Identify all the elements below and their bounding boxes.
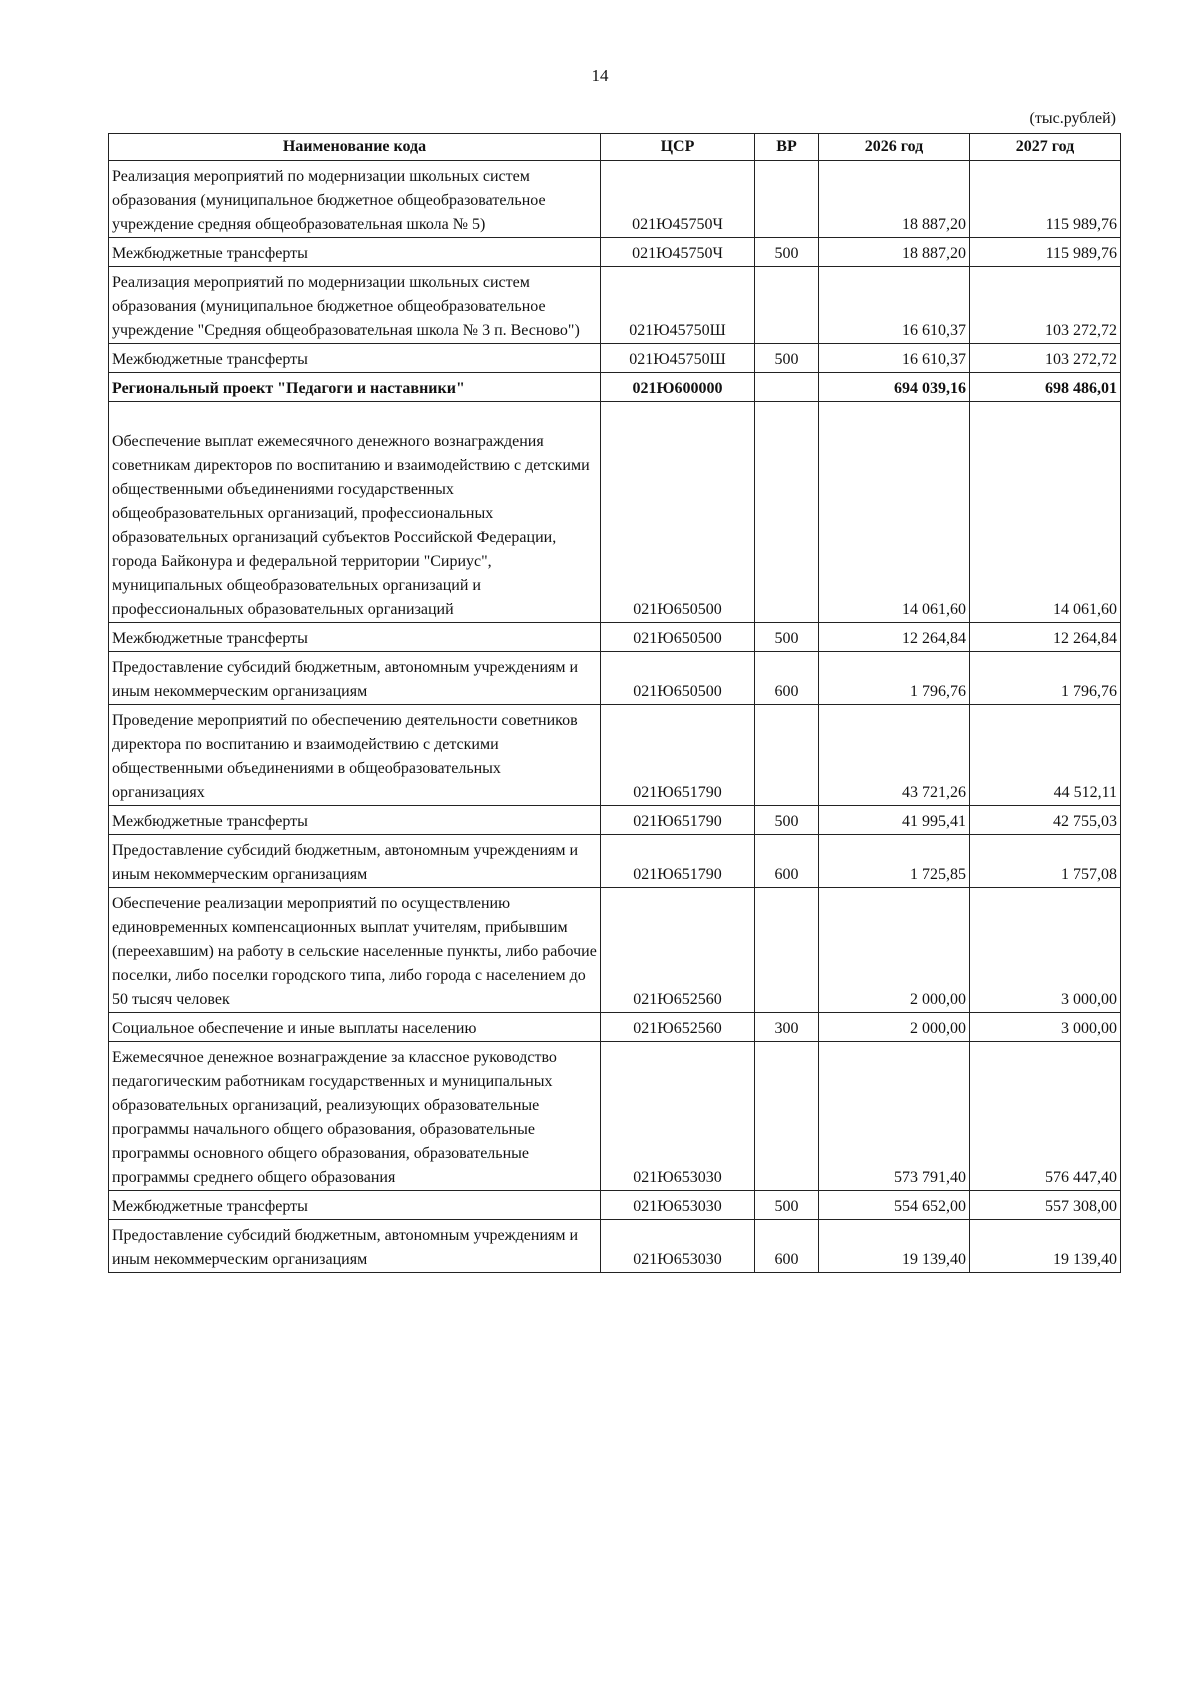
row-2026: 16 610,37	[819, 344, 970, 373]
row-2027: 557 308,00	[970, 1191, 1121, 1220]
header-2027: 2027 год	[970, 134, 1121, 161]
row-2027: 1 757,08	[970, 835, 1121, 888]
table-body	[109, 161, 1121, 1273]
row-2026: 2 000,00	[819, 888, 970, 1013]
header-2026: 2026 год	[819, 134, 970, 161]
row-2027: 14 061,60	[970, 402, 1121, 623]
table-row	[109, 402, 1121, 623]
row-2026: 573 791,40	[819, 1042, 970, 1191]
row-vr: 600	[755, 1220, 819, 1273]
row-2026: 554 652,00	[819, 1191, 970, 1220]
row-2026: 14 061,60	[819, 402, 970, 623]
row-name: Межбюджетные трансферты	[109, 344, 601, 373]
row-name: Межбюджетные трансферты	[109, 238, 601, 267]
row-2026: 19 139,40	[819, 1220, 970, 1273]
header-csr: ЦСР	[601, 134, 755, 161]
row-2027: 44 512,11	[970, 705, 1121, 806]
row-name: Обеспечение выплат ежемесячного денежного вознаграждения советникам директоров по воспитанию и взаимодействию с детскими общественными объединениями государственных общеобразовательных организаций, профессиональных образовательных организаций субъектов Российской Федерации, города Байконура и федеральной территории "Сириус", муниципальных общеобразовательных организаций и профессиональных образовательных организаций	[109, 402, 601, 623]
page-number: 14	[591, 66, 609, 85]
row-2027: 115 989,76	[970, 161, 1121, 238]
table-row	[109, 161, 1121, 238]
row-name: Проведение мероприятий по обеспечению деятельности советников директора по воспитанию и взаимодействию с детскими общественными объединениями в общеобразовательных организациях	[109, 705, 601, 806]
table-row	[109, 1013, 1121, 1042]
row-2027: 576 447,40	[970, 1042, 1121, 1191]
table-header-row	[109, 134, 1121, 161]
row-vr: 500	[755, 623, 819, 652]
row-csr: 021Ю653030	[601, 1220, 755, 1273]
row-2027: 12 264,84	[970, 623, 1121, 652]
budget-table	[108, 133, 1121, 1273]
row-2027: 42 755,03	[970, 806, 1121, 835]
row-vr	[755, 888, 819, 1013]
row-csr: 021Ю651790	[601, 835, 755, 888]
table-row	[109, 652, 1121, 705]
table-row	[109, 1220, 1121, 1273]
row-2027: 103 272,72	[970, 344, 1121, 373]
row-name: Реализация мероприятий по модернизации школьных систем образования (муниципальное бюджетное общеобразовательное учреждение средняя общеобразовательная школа № 5)	[109, 161, 601, 238]
table-row	[109, 1191, 1121, 1220]
row-2027: 103 272,72	[970, 267, 1121, 344]
row-2027: 115 989,76	[970, 238, 1121, 267]
row-csr: 021Ю45750Ч	[601, 161, 755, 238]
row-2026: 18 887,20	[819, 238, 970, 267]
row-2026: 12 264,84	[819, 623, 970, 652]
row-vr	[755, 705, 819, 806]
table-row	[109, 835, 1121, 888]
row-csr: 021Ю45750Ш	[601, 267, 755, 344]
table-row	[109, 806, 1121, 835]
row-2027: 3 000,00	[970, 888, 1121, 1013]
row-name: Ежемесячное денежное вознаграждение за классное руководство педагогическим работникам государственных и муниципальных образовательных организаций, реализующих образовательные программы начального общего образования, образовательные программы основного общего образования, образовательные программы среднего общего образования	[109, 1042, 601, 1191]
table-row	[109, 373, 1121, 402]
row-vr: 300	[755, 1013, 819, 1042]
row-name: Межбюджетные трансферты	[109, 623, 601, 652]
table-row	[109, 1042, 1121, 1191]
row-vr: 500	[755, 344, 819, 373]
table-row	[109, 623, 1121, 652]
row-name: Предоставление субсидий бюджетным, автономным учреждениям и иным некоммерческим организациям	[109, 835, 601, 888]
row-2027: 19 139,40	[970, 1220, 1121, 1273]
row-name: Социальное обеспечение и иные выплаты населению	[109, 1013, 601, 1042]
row-2026: 2 000,00	[819, 1013, 970, 1042]
row-2026: 1 725,85	[819, 835, 970, 888]
row-name: Реализация мероприятий по модернизации школьных систем образования (муниципальное бюджетное общеобразовательное учреждение "Средняя общеобразовательная школа № 3 п. Весново")	[109, 267, 601, 344]
row-csr: 021Ю651790	[601, 705, 755, 806]
row-vr: 500	[755, 806, 819, 835]
row-name: Предоставление субсидий бюджетным, автономным учреждениям и иным некоммерческим организациям	[109, 652, 601, 705]
row-csr: 021Ю651790	[601, 806, 755, 835]
row-vr: 600	[755, 652, 819, 705]
row-csr: 021Ю650500	[601, 623, 755, 652]
row-2026: 41 995,41	[819, 806, 970, 835]
row-csr: 021Ю45750Ш	[601, 344, 755, 373]
row-2027: 1 796,76	[970, 652, 1121, 705]
row-csr: 021Ю600000	[601, 373, 755, 402]
header-name: Наименование кода	[109, 134, 601, 161]
table-row	[109, 344, 1121, 373]
row-vr	[755, 1042, 819, 1191]
row-vr	[755, 402, 819, 623]
table-row	[109, 238, 1121, 267]
row-name: Обеспечение реализации мероприятий по осуществлению единовременных компенсационных выплат учителям, прибывшим (переехавшим) на работу в сельские населенные пункты, либо рабочие поселки, либо поселки городского типа, либо города с населением до 50 тысяч человек	[109, 888, 601, 1013]
row-2026: 18 887,20	[819, 161, 970, 238]
row-csr: 021Ю45750Ч	[601, 238, 755, 267]
row-2026: 43 721,26	[819, 705, 970, 806]
header-vr: ВР	[755, 134, 819, 161]
row-csr: 021Ю652560	[601, 1013, 755, 1042]
row-2027: 3 000,00	[970, 1013, 1121, 1042]
row-2026: 1 796,76	[819, 652, 970, 705]
row-vr: 500	[755, 1191, 819, 1220]
unit-note: (тыс.рублей)	[1029, 110, 1116, 127]
row-csr: 021Ю653030	[601, 1191, 755, 1220]
row-vr	[755, 373, 819, 402]
table-row	[109, 888, 1121, 1013]
row-csr: 021Ю653030	[601, 1042, 755, 1191]
row-2026: 16 610,37	[819, 267, 970, 344]
table-row	[109, 705, 1121, 806]
row-2027: 698 486,01	[970, 373, 1121, 402]
row-2026: 694 039,16	[819, 373, 970, 402]
row-vr: 600	[755, 835, 819, 888]
table-row	[109, 267, 1121, 344]
row-csr: 021Ю650500	[601, 652, 755, 705]
row-name: Межбюджетные трансферты	[109, 806, 601, 835]
row-vr	[755, 267, 819, 344]
row-name: Региональный проект "Педагоги и наставники"	[109, 373, 601, 402]
row-vr	[755, 161, 819, 238]
row-vr: 500	[755, 238, 819, 267]
row-name: Предоставление субсидий бюджетным, автономным учреждениям и иным некоммерческим организациям	[109, 1220, 601, 1273]
row-name: Межбюджетные трансферты	[109, 1191, 601, 1220]
row-csr: 021Ю650500	[601, 402, 755, 623]
row-csr: 021Ю652560	[601, 888, 755, 1013]
